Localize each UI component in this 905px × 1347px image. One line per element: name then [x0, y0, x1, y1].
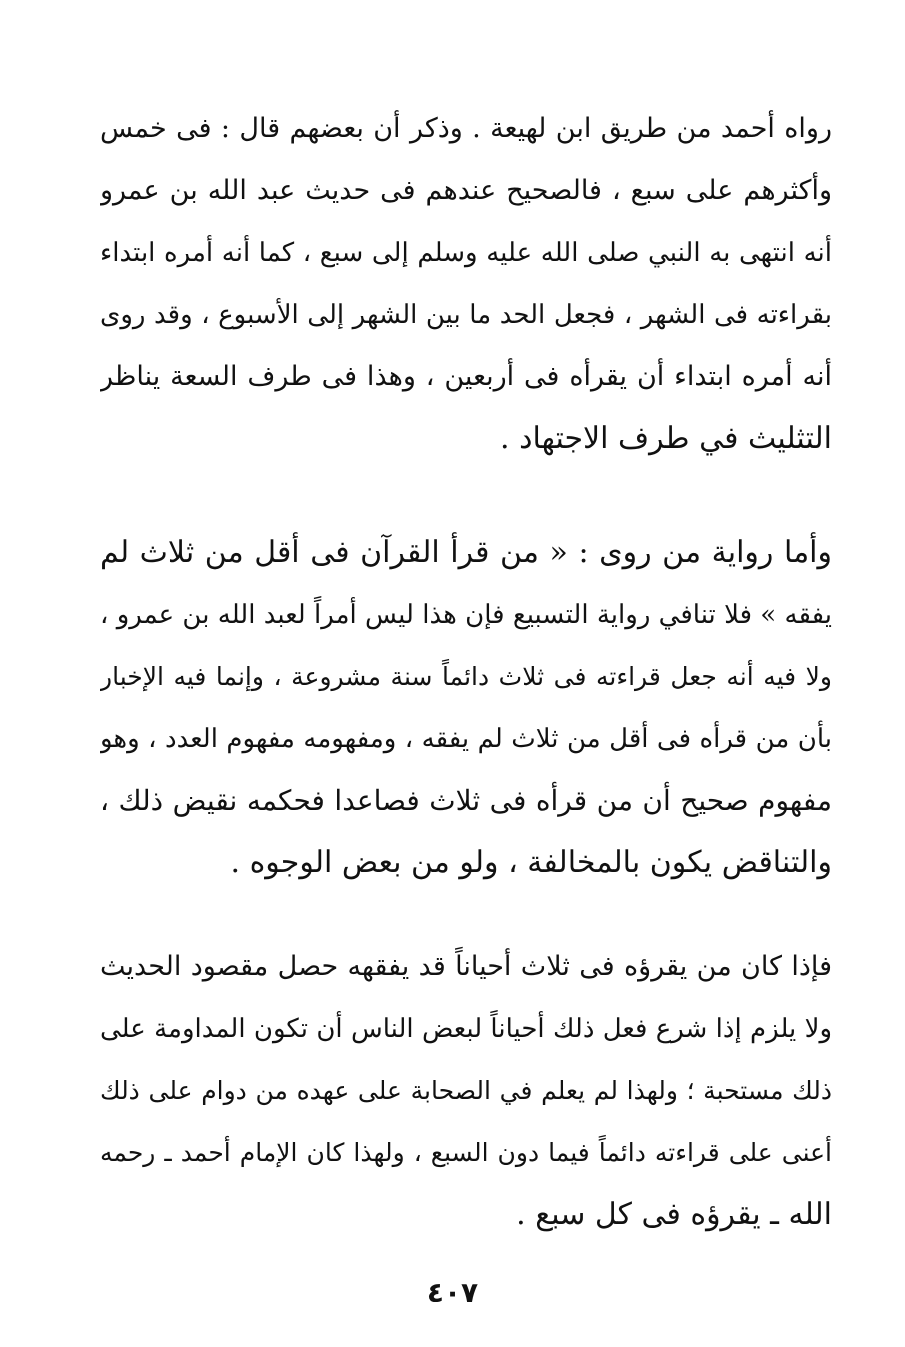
text-line: بقراءته فى الشهر ، فجعل الحد ما بين الشهر إلى الأسبوع ، وقد روى — [100, 300, 832, 330]
paragraph-1 — [100, 98, 832, 470]
text-line: ولا فيه أنه جعل قراءته فى ثلاث دائماً سنة مشروعة ، وإنما فيه الإخبار — [100, 662, 832, 691]
paragraph-2 — [100, 522, 832, 894]
paragraph-3 — [100, 936, 832, 1246]
text-line: وأكثرهم على سبع ، فالصحيح عندهم فى حديث عبد الله بن عمرو — [100, 175, 832, 206]
text-line: الله ـ يقرؤه فى كل سبع . — [516, 1197, 832, 1232]
text-line: مفهوم صحيح أن من قرأه فى ثلاث فصاعدا فحكمه نقيض ذلك ، — [100, 784, 832, 817]
text-line: أنه أمره ابتداء أن يقرأه فى أربعين ، وهذا فى طرف السعة يناظر — [100, 361, 832, 392]
text-line: ذلك مستحبة ؛ ولهذا لم يعلم في الصحابة على عهده من دوام على ذلك — [100, 1076, 832, 1105]
text-line: رواه أحمد من طريق ابن لهيعة . وذكر أن بعضهم قال : فى خمس — [100, 113, 832, 144]
text-line: أعنى على قراءته دائماً فيما دون السبع ، ولهذا كان الإمام أحمد ـ رحمه — [100, 1138, 832, 1167]
text-line: والتناقض يكون بالمخالفة ، ولو من بعض الوجوه . — [230, 845, 832, 880]
page-number: ٤٠٧ — [426, 1276, 479, 1309]
text-line: وأما رواية من روى : « من قرأ القرآن فى أقل من ثلاث لم — [100, 535, 832, 570]
text-line: التثليث في طرف الاجتهاد . — [500, 421, 832, 456]
text-line: أنه انتهى به النبي صلى الله عليه وسلم إلى سبع ، كما أنه أمره ابتداء — [100, 238, 832, 268]
text-line: يفقه » فلا تنافي رواية التسبيع فإن هذا ليس أمراً لعبد الله بن عمرو ، — [100, 600, 832, 630]
text-line: ولا يلزم إذا شرع فعل ذلك أحياناً لبعض الناس أن تكون المداومة على — [100, 1014, 832, 1044]
text-line: فإذا كان من يقرؤه فى ثلاث أحياناً قد يفقهه حصل مقصود الحديث — [100, 951, 832, 982]
text-line: بأن من قرأه فى أقل من ثلاث لم يفقه ، ومفهومه مفهوم العدد ، وهو — [100, 724, 832, 754]
